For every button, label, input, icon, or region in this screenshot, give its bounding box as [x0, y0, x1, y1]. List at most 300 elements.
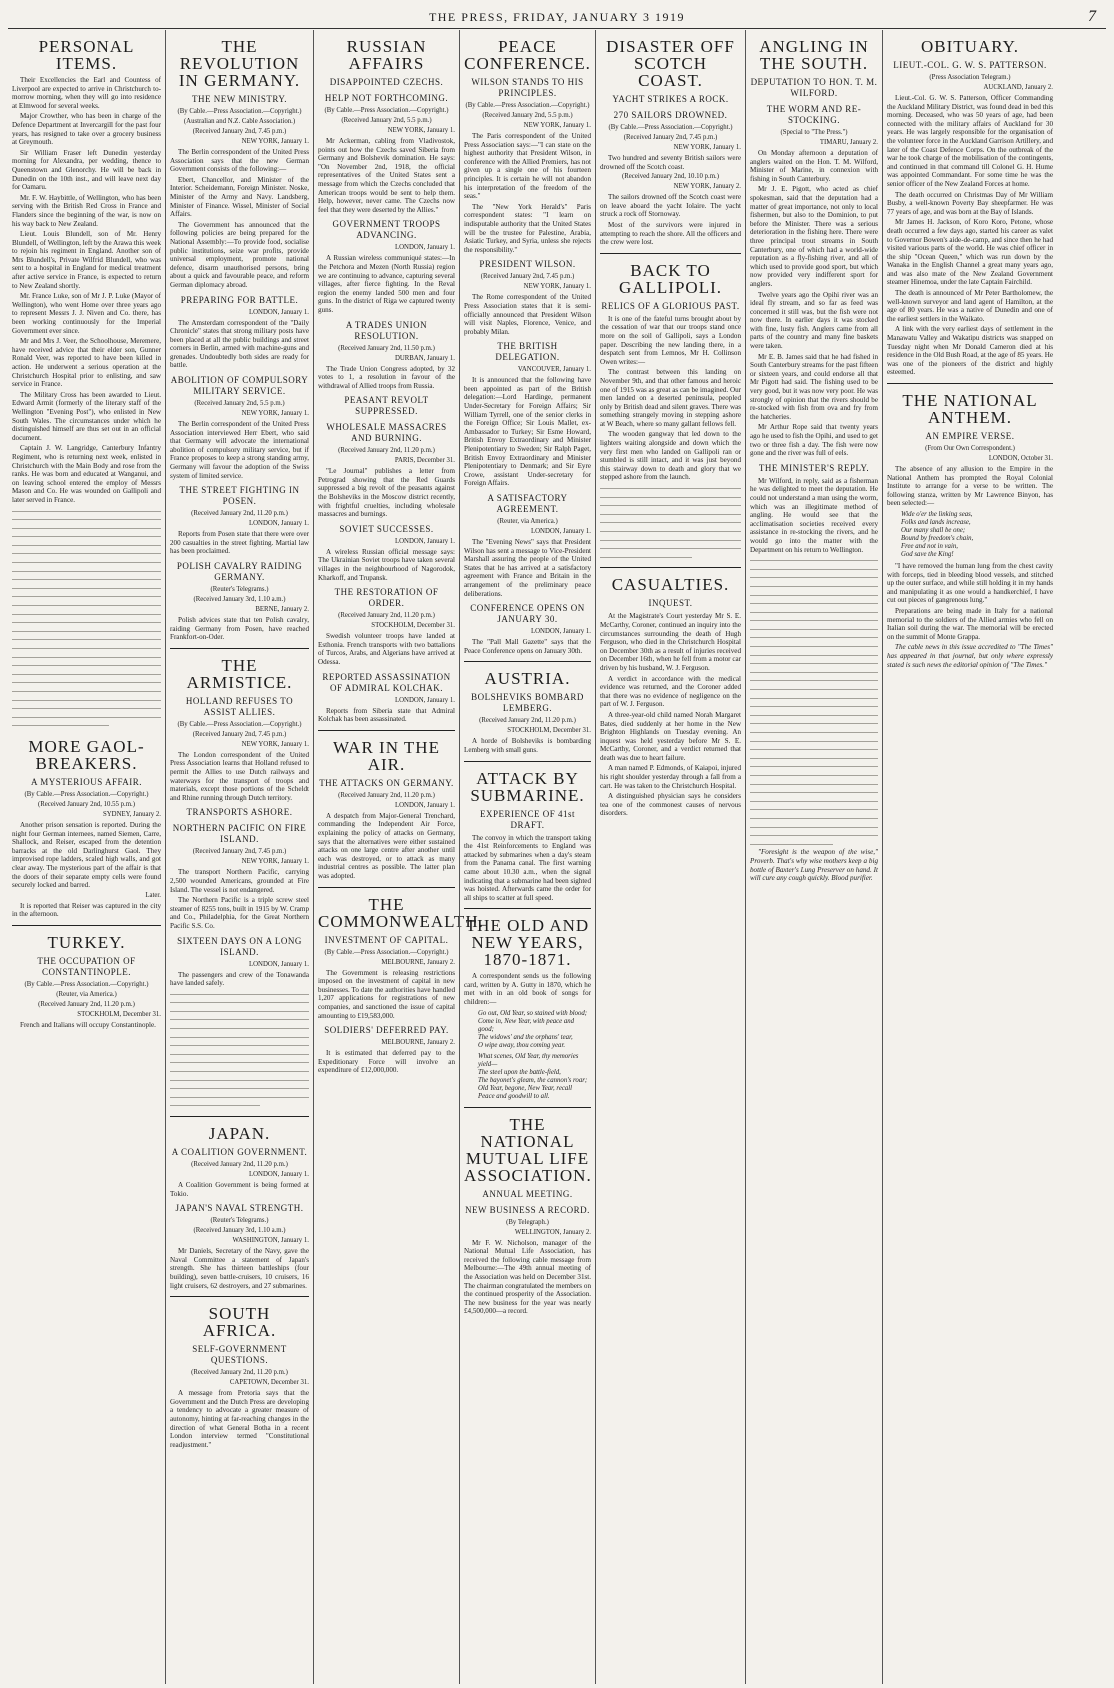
article-paragraph: A verdict in accordance with the medical evidence was returned, and the Coroner added that there was no evidence of negligence on the part of W. J. Ferguson. — [600, 674, 741, 709]
article-subheading: JAPAN'S NAVAL STRENGTH. — [175, 1203, 304, 1214]
article-paragraph: Major Crowther, who has been in charge of the Defence Department at Invercargill for the past four years, has resigned to take over a grocery business at Greymouth. — [12, 112, 161, 147]
article-paragraph: The convoy in which the transport taking the 41st Reinforcements to England was attacked by submarines when a day's steam from the Panama canal. The first warning came about 10.30 a.m., when the signal indicating that a submarine had been sighted was hoisted. Afterwards came the order for all ships to scatter at full speed. — [464, 833, 591, 902]
text-line — [750, 754, 878, 763]
article-subheading: INVESTMENT OF CAPITAL. — [324, 934, 449, 945]
place-dateline: TIMARU, January 2. — [819, 139, 878, 146]
dateline: (By Telegraph.) — [506, 1218, 549, 1226]
masthead — [8, 8, 1106, 29]
text-line — [750, 694, 878, 703]
dateline: (Received January 2nd, 11.50 p.m.) — [338, 344, 435, 352]
place-dateline: WELLINGTON, January 2. — [514, 1228, 591, 1236]
dateline: (Received January 2nd, 11.20 p.m.) — [338, 447, 435, 455]
article-subheading: THE WORM AND RE-STOCKING. — [766, 104, 862, 125]
place-dateline: LONDON, October 31. — [988, 455, 1053, 462]
column-3 — [313, 30, 484, 1684]
place-dateline: DURBAN, January 1. — [394, 354, 455, 362]
article-headline: PEACE CONFERENCE. — [464, 37, 591, 73]
article-subheading: WILSON STANDS TO HIS PRINCIPLES. — [471, 77, 584, 98]
article-paragraph: The death occurred on Christmas Day of Mr William Busby, a well-known Poverty Bay sheepfarmer. He was 77 years of age, and was born at the Bay of Islands. — [887, 190, 1053, 216]
article-headline: ATTACK BY SUBMARINE. — [470, 768, 585, 805]
text-line — [600, 553, 741, 562]
article-paragraph: Polish advices state that ten Polish cavalry, raiding Germany from Posen, have reached Frankfort-on-Oder. — [170, 616, 309, 642]
dateline: (Received January 2nd, 7.45 p.m.) — [480, 273, 575, 281]
article-paragraph: The death is announced of Mr Peter Bartholomew, the well-known surveyor and land agent of Hamilton, at the age of 80 years. He was a native of Dunedin and one of the earliest settlers in the Waikato. — [887, 289, 1053, 323]
article-paragraph: Mr and Mrs J. Veer, the Schoolhouse, Meremere, have received advice that their elder son, Gunner Ronald Veer, was reported to have been killed in action. He underwent a serious operation at the Christchurch Hospital prior to enlisting, and saw service in France. — [12, 337, 161, 389]
article-subheading: PRESIDENT WILSON. — [479, 259, 576, 270]
text-line — [12, 670, 161, 679]
dateline: (Received January 2nd, 11.20 p.m.) — [338, 612, 435, 620]
article-subheading: THE BRITISH DELEGATION. — [495, 341, 560, 363]
text-line — [170, 1101, 309, 1110]
article-paragraph: It is announced that the following have been appointed as part of the British delegation:—Lord Hardinge, permanent Under-Secretary for Foreign Affairs; Sir William Tyrrell, one of the senior clerks in the Foreign Office; Sir Louis Mallet, ex-Ambassador to Turkey; Sir Esme Howard, British Envoy Extraordinary and Minister Plenipotentiary to Sweden; Sir Ralph Paget, British Envoy Extraordinary and Minister Plenipotentiary to Denmark; and Sir Eyre Crowe, assistant Under-secretary for Foreign Affairs. — [464, 376, 591, 488]
place-dateline: LONDON, January 1. — [530, 628, 591, 636]
verse: Wide o'er the linking seas, Folks and lands increase, Our many shall be one; Bound by freedom's chain, Free and not in vain, God save the King! — [901, 510, 974, 558]
verse: What scenes, Old Year, thy memories yield— The steel upon the battle-field, The bayonet's gleam, the cannon's roar; Old Year, begone, New Year, recall Peace and goodwill to all. — [478, 1052, 588, 1100]
text-line — [750, 556, 878, 565]
text-line — [12, 713, 161, 722]
article-paragraph: Captain J. W. Langridge, Canterbury Infantry Regiment, who is returning next week, enlisted in Christchurch with the Main Body and rose from the ranks. He was born and educated at Wanganui, and on leaving school entered the employ of Messrs Mason and Co. He was wounded on Gallipoli and later served in France. — [12, 444, 161, 504]
text-line — [750, 797, 878, 806]
article-paragraph: Mr Ackerman, cabling from Vladivostok, points out how the Czechs saved Siberia from Germany and Bolshevik domination. He says: "On November 2nd, 1918, the official representatives of the United States sent a message from which the Czechs concluded that American troops would be sent to help them. Help, however, never came. The Czechs now feel that they were deserted by the Allies." — [318, 137, 455, 214]
place-dateline: STOCKHOLM, December 31. — [371, 622, 455, 630]
text-continuation — [750, 556, 878, 848]
article-paragraph: The "Evening News" says that President Wilson has sent a message to Vice-President Marshall assuring the people of the United States that he has arrived at a satisfactory agreement with France and Britain in the arrangement of the preliminary peace deliberations. — [464, 538, 591, 598]
text-line — [12, 601, 161, 610]
verse: Go out, Old Year, so stained with blood; Come in, New Year, with peace and good; The widows' and the orphans' tear, O wipe away, thou coming year. — [478, 1009, 588, 1049]
article-headline: RUSSIAN AFFAIRS — [346, 37, 427, 73]
text-line — [170, 1093, 309, 1102]
article-headline: THE ARMISTICE. — [186, 655, 293, 692]
text-line — [750, 840, 878, 849]
dateline: (Reuter's Telegrams.) — [210, 586, 269, 593]
article-paragraph: Mr Daniels, Secretary of the Navy, gave the Naval Committee a statement of Japan's strength. She has thirteen battleships (four building), seven battle-cruisers, 10 cruisers, 16 light cruisers, 62 destroyers, and 27 submarines. — [170, 1247, 309, 1290]
article-paragraph: Mr F. W. Nicholson, manager of the National Mutual Life Association, has received the following cable message from Melbourne:—The 49th annual meeting of the Association was held on December 31st. The chairman congratulated the members on the continued prosperity of the Association. The new business for the year was nearly £4,500,000—a record. — [464, 1238, 591, 1316]
dateline: (Received January 2nd, 11.20 p.m.) — [191, 1369, 288, 1377]
section-rule — [12, 925, 161, 926]
dateline: (Reuter's Telegrams.) — [210, 1217, 269, 1225]
text-line — [750, 762, 878, 771]
section-rule — [170, 1116, 309, 1117]
dateline: (By Cable.—Press Association.—Copyright.) — [324, 107, 449, 114]
article-paragraph: Most of the survivors were injured in attempting to reach the shore. All the officers and the crew were lost. — [600, 220, 741, 247]
text-line — [170, 1024, 309, 1033]
section-rule — [600, 253, 741, 254]
dateline: (Received January 2nd, 7.45 p.m.) — [192, 730, 287, 738]
article-paragraph: A Coalition Government is being formed at Tokio. — [170, 1181, 309, 1198]
text-line — [750, 616, 878, 625]
text-line — [12, 549, 161, 558]
text-line — [750, 651, 878, 660]
text-line — [170, 1041, 309, 1050]
article-headline: AUSTRIA. — [484, 669, 571, 689]
text-line — [750, 582, 878, 591]
dateline: (Received January 2nd, 11.20 p.m.) — [338, 791, 435, 799]
place-dateline: PARIS, December 31. — [394, 457, 455, 465]
article-paragraph: The Rome correspondent of the United Press Association states that it is semi-officially announced that President Wilson will visit Naples, Florence, Venice, and probably Milan. — [464, 293, 591, 336]
article-subheading: HELP NOT FORTHCOMING. — [324, 93, 449, 103]
text-line — [750, 737, 878, 746]
text-line — [12, 532, 161, 541]
text-line — [170, 998, 309, 1007]
article-paragraph: The Paris correspondent of the United Press Association says:—"I can state on the highest authority that President Wilson, in conference with the Allied Premiers, has not given up a single one of his fourteen principles. It is certain he will not abandon his interpretation of the freedom of the seas." — [464, 132, 591, 201]
notice-paragraph: "Foresight is the weapon of the wise," Proverb. That's why wise mothers keep a big bottle of Baxter's Lung Preserver on hand. It will cure any cough quickly. Blood purifier. — [750, 848, 878, 883]
article-subheading: TRANSPORTS ASHORE. — [186, 807, 293, 818]
text-line — [12, 575, 161, 584]
column-7 — [882, 30, 1057, 1684]
dateline: (Reuter, via America.) — [497, 518, 558, 525]
place-dateline: LONDON, January 1. — [394, 244, 455, 252]
article-paragraph: The Berlin correspondent of the United Press Association interviewed Herr Ebert, who said that Germany will advocate the international abolition of compulsory military service, but if France proposes to keep a strong standing army, Germany will favour the adoption of the Swiss system of limited service. — [170, 420, 309, 480]
text-line — [750, 676, 878, 685]
article-headline: OBITUARY. — [921, 37, 1019, 56]
text-line — [750, 565, 878, 574]
column-4 — [459, 30, 595, 1684]
article-subheading: SOLDIERS' DEFERRED PAY. — [324, 1025, 449, 1036]
text-line — [600, 484, 741, 493]
column-2 — [165, 30, 313, 1684]
text-line — [12, 507, 161, 516]
text-line — [750, 573, 878, 582]
article-subheading: THE RESTORATION OF ORDER. — [334, 587, 439, 609]
article-paragraph: Reports from Posen state that there were over 200 casualties in the street fighting. Martial law has been proclaimed. — [170, 530, 309, 556]
text-line — [170, 1058, 309, 1067]
dateline: (Received January 2nd, 11.20 p.m.) — [191, 1161, 288, 1168]
article-subheading: THE NEW MINISTRY. — [192, 94, 287, 104]
article-paragraph: Mr J. E. Pigott, who acted as chief spokesman, said that the deputation had a matter of great importance, not only to local fishermen, but also to the Dominion, to put before the Minister. There was a serious deterioration in the fishing here. There were three principal trout streams in South Canterbury, one of which had a world-wide reputation as a fly-fishing river, and all of which used to provide good sport, but which now provided very indifferent sport for anglers. — [750, 185, 878, 288]
text-line — [12, 592, 161, 601]
article-paragraph: A despatch from Major-General Trenchard, commanding the Independent Air Force, explaining the policy of attacks on Germany, says that the alternatives were either sustained attacks on one large centre after another until each was destroyed, or to attack as many industrial centres as possible. The latter plan was adopted. — [318, 811, 455, 880]
article-headline: CASUALTIES. — [611, 575, 730, 595]
page-number: 7 — [1088, 8, 1096, 25]
article-subheading: YACHT STRIKES A ROCK. — [612, 94, 729, 104]
article-paragraph: A correspondent sends us the following card, written by A. Gutty in 1870, which he met with in an old book of songs for children:— — [464, 972, 591, 1007]
place-dateline: LONDON, January 1. — [394, 696, 455, 704]
article-paragraph: Mr. F. W. Haybittle, of Wellington, who has been serving with the British Red Cross in France and Flanders since the beginning of the war, is now on his way back to New Zealand. — [12, 193, 161, 228]
dateline: (Special to "The Press.") — [780, 129, 848, 136]
article-paragraph: The Northern Pacific is a triple screw steel steamer of 8255 tons, built in 1915 by W. Cramp and Co., Philadelphia, for the Great Northern Pacific S.S. Co. — [170, 896, 309, 930]
section-rule — [464, 908, 591, 909]
article-subheading: PREPARING FOR BATTLE. — [180, 294, 299, 305]
article-subheading: RELICS OF A GLORIOUS PAST. — [601, 300, 740, 311]
article-paragraph: A message from Pretoria says that the Government and the Dutch Press are developing a tendency to advocate a greater measure of autonomy, hinting at far-reaching changes in the direction of what General Botha in a recent London interview termed "Constitutional readjustment." — [170, 1389, 309, 1449]
dateline: (Reuter, via America.) — [56, 990, 117, 998]
place-dateline: NEW YORK, January 1. — [523, 122, 591, 129]
text-line — [170, 1015, 309, 1024]
article-subheading: DISAPPOINTED CZECHS. — [329, 77, 444, 87]
text-line — [170, 1007, 309, 1016]
text-line — [750, 591, 878, 600]
columns — [8, 30, 1106, 1684]
text-line — [750, 745, 878, 754]
text-continuation — [170, 990, 309, 1110]
text-line — [12, 721, 161, 730]
dateline: (Received January 2nd, 11.20 p.m.) — [38, 1000, 135, 1008]
article-subheading: LIEUT.-COL. G. W. S. PATTERSON. — [893, 60, 1047, 70]
article-paragraph: Another prison sensation is reported. During the night four German internees, named Siemen, Carre, Shallock, and Reiser, escaped from the detention barracks at the old Darlinghurst Gaol. They improvised rope ladders, scaled high walls, and got clear away. The mysterious part of the affair is that the doors of their separate empty cells were found securely locked and barred. — [12, 820, 161, 890]
article-paragraph: A wireless Russian official message says: The Ukrainian Soviet troops have taken several villages in the neighbourhood of Nagorodok, Kharkoff, and Trupansk. — [318, 547, 455, 582]
text-line — [12, 653, 161, 662]
text-line — [750, 788, 878, 797]
section-rule — [170, 1296, 309, 1297]
article-paragraph: Lieut.-Col. G. W. S. Patterson, Officer Commanding the Auckland Military District, was found dead in bed this morning. Deceased, who was 50 years of age, had been connected with the military affairs of Auckland for 30 years. He was largely responsible for the organisation of the volunteer force in the Auckland Garrison Artillery, and later of the Coast Defence Corps. On the outbreak of the war he took charge of the mobilisation of the contingents, and continued in that command till Colonel G. H. Hume was appointed Commandant. For some time he was the senior officer of the New Zealand Forces at home. — [887, 94, 1053, 188]
dateline: (By Cable.—Press Association.—Copyright.) — [608, 124, 733, 131]
article-headline: TURKEY. — [47, 932, 126, 952]
text-line — [12, 524, 161, 533]
place-dateline: STOCKHOLM, December 31. — [507, 727, 591, 735]
dateline: (Received January 2nd, 7.45 p.m.) — [192, 128, 287, 135]
article-subheading: EXPERIENCE OF 41st DRAFT. — [479, 808, 575, 830]
article-paragraph: It is one of the fateful turns brought about by the cessation of war that our troops stand once more on the soil of Gallipoli, says a London paper. Describing the new landing there, in a despatch sent from Lemnos, Mr H. Collinson Owen writes:— — [600, 314, 741, 366]
article-paragraph: Swedish volunteer troops have landed at Esthonia. French transports with two battalions of Turcos, Arabs, and Algerians have arrived at Odessa. — [318, 632, 455, 666]
column-6 — [745, 30, 882, 1684]
article-paragraph: The "New York Herald's" Paris correspondent states: "I learn on indisputable authority that the United States will be the trustee for Palestine, Arabia, Asiatic Turkey, and Syria, unless she rejects the responsibility." — [464, 202, 591, 254]
text-line — [12, 696, 161, 705]
place-dateline: NEW YORK, January 1. — [673, 144, 741, 151]
section-rule — [887, 383, 1053, 384]
article-paragraph: The Government is releasing restrictions imposed on the investment of capital in new businesses. To date the authorities have handled 1,207 applications for registrations of new companies, and sanctioned the issue of capital amounting to £19,583,000. — [318, 968, 455, 1020]
article-paragraph: Twelve years ago the Opihi river was an ideal fly stream, and so far as feed was concerned it still was, but the fish were not now there. In earlier days it was stocked with fine, lusty fish. Anglers came from all parts of the country and many fine baskets were taken. — [750, 290, 878, 351]
place-dateline: STOCKHOLM, December 31. — [77, 1010, 161, 1018]
article-headline: MORE GAOL-BREAKERS. — [28, 736, 145, 773]
text-line — [12, 644, 161, 653]
article-paragraph: A man named P. Edmonds, of Kaiapoi, injured his right shoulder yesterday through a fall from a cart. He was taken to the Christchurch Hospital. — [600, 764, 741, 790]
article-subheading: PEASANT REVOLT SUPPRESSED. — [344, 395, 429, 417]
dateline: (By Cable.—Press Association.—Copyright.) — [465, 102, 590, 109]
article-paragraph: The absence of any allusion to the Empire in the National Anthem has prompted the Royal Colonial Institute to arrange for a verse to be written. The following stanza, written by Mr Lawrence Binyon, has been selected:— — [887, 465, 1053, 508]
article-headline: THE REVOLUTION IN GERMANY. — [178, 37, 301, 90]
article-subheading: WHOLESALE MASSACRES AND BURNING. — [326, 422, 447, 444]
masthead-title: THE PRESS, FRIDAY, JANUARY 3 1919 — [428, 10, 686, 24]
section-rule — [170, 648, 309, 649]
article-subheading: ANNUAL MEETING. — [482, 1188, 573, 1199]
article-paragraph: It is reported that Reiser was captured in the city in the afternoon. — [12, 901, 161, 919]
dateline: (By Cable.—Press Association.—Copyright.) — [177, 720, 302, 728]
place-dateline: Later. — [145, 891, 161, 899]
place-dateline: MELBOURNE, January 2. — [381, 958, 455, 966]
text-line — [750, 608, 878, 617]
article-headline: THE NATIONAL MUTUAL LIFE ASSOCIATION. — [464, 1114, 592, 1185]
article-paragraph: Their Excellencies the Earl and Countess of Liverpool are expected to arrive in Christchurch to-morrow morning, when they will go into residence at Elmwood for several weeks. — [12, 76, 161, 110]
article-paragraph: A horde of Bolsheviks is bombarding Lemberg with small guns. — [464, 737, 591, 754]
text-line — [12, 678, 161, 687]
place-dateline: VANCOUVER, January 1. — [517, 366, 591, 374]
text-line — [12, 627, 161, 636]
article-paragraph: The sailors drowned off the Scotch coast were on leave aboard the yacht Iolaire. The yacht struck a rock off Stornoway. — [600, 193, 741, 219]
article-headline: WAR IN THE AIR. — [333, 737, 440, 774]
article-paragraph: The Government has announced that the following policies are being prepared for the National Assembly:—To provide food, socialise public institutions, seize war profits, provide universal employment, promote national defence, disarm unauthorised persons, bring about a quick and favourable peace, and reform German diplomacy abroad. — [170, 220, 309, 289]
text-line — [600, 501, 741, 510]
text-line — [170, 1076, 309, 1085]
article-subheading: 270 SAILORS DROWNED. — [613, 110, 728, 120]
article-paragraph: Reports from Siberia state that Admiral Kolchak has been assassinated. — [318, 706, 455, 724]
text-line — [12, 704, 161, 713]
article-paragraph: The contrast between this landing on November 9th, and that other famous and heroic one of 1915 was as great as can be imagined. Our men landed on a deserted peninsula, peopled only by British dead and silent graves. There was something strangely moving in stepping ashore at W Beach, where so many gallant fellows fell. — [600, 368, 741, 428]
dateline: (Received January 2nd, 10.10 p.m.) — [621, 173, 720, 181]
text-line — [170, 1084, 309, 1093]
place-dateline: SYDNEY, January 2. — [102, 810, 161, 818]
article-subheading: ABOLITION OF COMPULSORY MILITARY SERVICE. — [170, 375, 309, 397]
text-line — [600, 493, 741, 502]
text-line — [750, 702, 878, 711]
place-dateline: AUCKLAND, January 2. — [983, 84, 1053, 91]
place-dateline: NEW YORK, January 1. — [523, 283, 591, 291]
article-paragraph: Mr Arthur Rope said that twenty years ago he used to fish the Opihi, and used to get two or three fish a day. The fish were now gone and the river was full of eels. — [750, 423, 878, 458]
section-rule — [464, 661, 591, 662]
dateline: (By Cable.—Press Association.—Copyright.) — [324, 948, 449, 956]
section-rule — [318, 730, 455, 731]
article-subheading: THE ATTACKS ON GERMANY. — [319, 777, 454, 788]
dateline: (Received January 2nd, 5.5 p.m.) — [194, 400, 285, 408]
place-dateline: LONDON, January 1. — [394, 537, 455, 545]
article-paragraph: Sir William Fraser left Dunedin yesterday morning for Alexandra, per wedding, thence to Queenstown and Glenorchy. He will be back in Dunedin on the 10th inst., and will leave next day for Oamaru. — [12, 148, 161, 192]
article-paragraph: A Russian wireless communiqué states:—In the Petchora and Mezen (North Russia) region we are continuing to advance, capturing several villages, after fierce fighting. In the Reval region the enemy landed 500 men and four guns. In the district of Riga we captured twenty guns. — [318, 254, 455, 314]
article-paragraph: Lieut. Louis Blundell, son of Mr. Henry Blundell, of Wellington, left by the Arawa this week to rejoin his regiment in England. Another son of Mrs Blundell's, Private Wilfrid Blundell, who was sent to a hospital in England for medical treatment after active service in France, is expected to return to New Zealand shortly. — [12, 230, 161, 290]
text-line — [600, 518, 741, 527]
place-dateline: LONDON, January 1. — [394, 801, 455, 809]
dateline: (Received January 2nd, 7.45 p.m.) — [192, 848, 287, 856]
place-dateline: LONDON, January 1. — [248, 960, 309, 968]
text-line — [750, 625, 878, 634]
dateline: (By Cable.—Press Association.—Copyright.) — [24, 980, 149, 988]
text-line — [750, 780, 878, 789]
article-paragraph: The passengers and crew of the Tonawanda have landed safely. — [170, 970, 309, 988]
article-subheading: THE OCCUPATION OF CONSTANTINOPLE. — [37, 955, 136, 977]
text-line — [12, 610, 161, 619]
text-line — [750, 805, 878, 814]
text-line — [12, 687, 161, 696]
text-line — [12, 661, 161, 670]
article-headline: THE NATIONAL ANTHEM. — [902, 391, 1038, 427]
article-subheading: GOVERNMENT TROOPS ADVANCING. — [332, 219, 441, 241]
article-headline: THE OLD AND NEW YEARS, 1870-1871. — [465, 916, 590, 970]
article-paragraph: The transport Northern Pacific, carrying 2,500 wounded Americans, grounded at Fire Island. The vessel is not endangered. — [170, 868, 309, 894]
place-dateline: LONDON, January 1. — [248, 520, 309, 528]
article-paragraph: Mr E. B. James said that he had fished in South Canterbury streams for the past fifteen or sixteen years, and could endorse all that Mr Pigott had said. The fishing used to be very good, but it was now very poor. He was strongly of opinion that the rivers should be re-stocked with fish from ova and fry from the hatcheries. — [750, 352, 878, 421]
text-line — [600, 544, 741, 553]
article-subheading: HOLLAND REFUSES TO ASSIST ALLIES. — [185, 695, 294, 717]
dateline: (Press Association Telegram.) — [929, 74, 1011, 81]
article-subheading: A COALITION GOVERNMENT. — [171, 1147, 308, 1157]
text-line — [750, 633, 878, 642]
article-paragraph: The Trade Union Congress adopted, by 32 votes to 1, a resolution in favour of the withdrawal of Allied troops from Russia. — [318, 364, 455, 390]
text-line — [750, 659, 878, 668]
text-continuation — [12, 507, 161, 730]
notice-paragraph: The cable news in this issue accredited to "The Times" has appeared in that journal, but only where expressly stated is such news the editorial opinion of "The Times." — [887, 643, 1053, 669]
article-subheading: SIXTEEN DAYS ON A LONG ISLAND. — [177, 935, 302, 957]
text-line — [750, 668, 878, 677]
place-dateline: MELBOURNE, January 2. — [381, 1039, 455, 1047]
text-line — [12, 515, 161, 524]
text-line — [750, 831, 878, 840]
dateline: (By Cable.—Press Association.—Copyright.) — [24, 790, 149, 798]
text-continuation — [600, 484, 741, 561]
dateline: (Received January 3rd, 1.10 a.m.) — [193, 1227, 286, 1235]
article-headline: BACK TO GALLIPOLI. — [618, 260, 722, 297]
dateline: (Received January 2nd, 11.20 p.m.) — [191, 510, 288, 518]
text-line — [12, 558, 161, 567]
article-paragraph: The Amsterdam correspondent of the "Daily Chronicle" states that strong military posts have been placed at all the public buildings and street corners in Berlin, armed with machine-guns and grenades. Undoubtedly both sides are ready for battle. — [170, 318, 309, 370]
place-dateline: NEW YORK, January 1. — [241, 740, 309, 748]
place-dateline: BERNE, January 2. — [255, 606, 309, 613]
text-line — [170, 1033, 309, 1042]
text-line — [750, 685, 878, 694]
article-paragraph: The Berlin correspondent of the United Press Association says that the new German Government consists of the following:— — [170, 148, 309, 174]
dateline: (Received January 2nd, 11.20 p.m.) — [479, 717, 576, 725]
article-paragraph: Ebert, Chancellor, and Minister of the Interior. Scheidemann, Foreign Minister. Noske, Minister of the Army and Navy. Landsberg, Minister of Finance. Wissel, Minister of Social Affairs. — [170, 175, 309, 219]
text-line — [170, 1067, 309, 1076]
article-subheading: A TRADES UNION RESOLUTION. — [345, 319, 428, 341]
text-line — [12, 567, 161, 576]
article-paragraph: It is estimated that deferred pay to the Expeditionary Force will involve an expenditure of £12,000,000. — [318, 1049, 455, 1075]
article-headline: THE COMMONWEALTH. — [318, 894, 484, 931]
place-dateline: NEW YORK, January 1. — [241, 858, 309, 866]
article-paragraph: A distinguished physician says he considers tea one of the commonest causes of nervous disorders. — [600, 792, 741, 818]
article-subheading: THE MINISTER'S REPLY. — [758, 462, 870, 473]
article-paragraph: A link with the very earliest days of settlement in the Manawatu Valley and Wakatipu districts was snapped on Tuesday night when Mr Donald Cameron died at his residence in the Old Bush Road, at the age of 85 years. He was one of the pioneers of the district and highly esteemed. — [887, 325, 1053, 377]
section-rule — [464, 761, 591, 762]
section-rule — [318, 887, 455, 888]
text-line — [750, 728, 878, 737]
dateline: (Received January 2nd, 5.5 p.m.) — [341, 117, 432, 124]
article-subheading: REPORTED ASSASSINATION OF ADMIRAL KOLCHAK. — [322, 671, 451, 693]
article-headline: SOUTH AFRICA. — [202, 1304, 277, 1341]
text-line — [750, 771, 878, 780]
article-subheading: SOVIET SUCCESSES. — [339, 523, 434, 534]
text-line — [600, 536, 741, 545]
place-dateline: NEW YORK, January 1. — [241, 410, 309, 418]
dateline: (Received January 2nd, 5.5 p.m.) — [482, 112, 573, 119]
place-dateline: NEW YORK, January 1. — [241, 138, 309, 145]
article-subheading: POLISH CAVALRY RAIDING GERMANY. — [176, 561, 303, 582]
section-rule — [600, 567, 741, 568]
dateline: (By Cable.—Press Association.—Copyright.) — [177, 108, 302, 115]
dateline: (Australian and N.Z. Cable Association.) — [183, 118, 296, 125]
text-line — [750, 823, 878, 832]
article-subheading: NEW BUSINESS A RECORD. — [465, 1204, 590, 1215]
section-rule — [464, 1107, 591, 1108]
text-line — [170, 990, 309, 999]
column-5 — [595, 30, 745, 1684]
article-subheading: INQUEST. — [648, 598, 693, 609]
dateline: (Received January 3rd, 1.10 a.m.) — [193, 596, 286, 603]
article-subheading: NORTHERN PACIFIC ON FIRE ISLAND. — [172, 823, 307, 845]
article-subheading: A SATISFACTORY AGREEMENT. — [487, 493, 568, 514]
article-headline: ANGLING IN THE SOUTH. — [759, 37, 869, 73]
text-line — [750, 711, 878, 720]
article-subheading: SELF-GOVERNMENT QUESTIONS. — [192, 1344, 287, 1366]
article-paragraph: The "Pall Mall Gazette" says that the Peace Conference opens on January 30th. — [464, 638, 591, 655]
article-paragraph: The wooden gangway that led down to the lighters waiting alongside and down which the very first men who landed on Gallipoli ran or stumbled is still intact, and it was just beyond this stairway down to death and glory that we stepped ashore from the launch. — [600, 430, 741, 482]
article-paragraph: The Military Cross has been awarded to Lieut. Edward Armit (formerly of the literary staff of the Wellington "Evening Post"), who enlisted in New South Wales. The circumstances under which he distinguished himself are thus set out in an official document. — [12, 390, 161, 442]
text-line — [12, 584, 161, 593]
article-headline: PERSONAL ITEMS. — [38, 37, 135, 73]
article-headline: DISASTER OFF SCOTCH COAST. — [606, 37, 735, 90]
article-paragraph: French and Italians will occupy Constantinople. — [20, 1020, 156, 1029]
article-paragraph: Mr James H. Jackson, of Koro Koro, Petone, whose death occurred a few days ago, started his career as valet to Governor Bowen's aide-de-camp, and since then he had visited various parts of the world. He was chief officer in the ship "Ocean Queen," which was run down by the Wanaka in the English Channel a great many years ago, and was also mate of the New Zealand Government steamer Hinemoa, under the late Captain Fairchild. — [887, 218, 1053, 287]
text-line — [12, 635, 161, 644]
article-headline: JAPAN. — [208, 1124, 271, 1143]
text-line — [750, 719, 878, 728]
article-subheading: BOLSHEVIKS BOMBARD LEMBERG. — [471, 692, 584, 714]
text-line — [750, 642, 878, 651]
place-dateline: LONDON, January 1. — [248, 1171, 309, 1178]
place-dateline: NEW YORK, January 2. — [673, 183, 741, 191]
text-line — [12, 541, 161, 550]
article-paragraph: At the Magistrate's Court yesterday Mr S. E. McCarthy, Coroner, continued an inquiry into the circumstances surrounding the death of Hugh Ferguson, who died in the Christchurch Hospital on December 30th as a result of injuries received on December 16th, when he fell from a motor car driven by his husband, W. J. Ferguson. — [600, 612, 741, 672]
text-line — [750, 814, 878, 823]
text-line — [170, 1050, 309, 1059]
text-line — [12, 618, 161, 627]
